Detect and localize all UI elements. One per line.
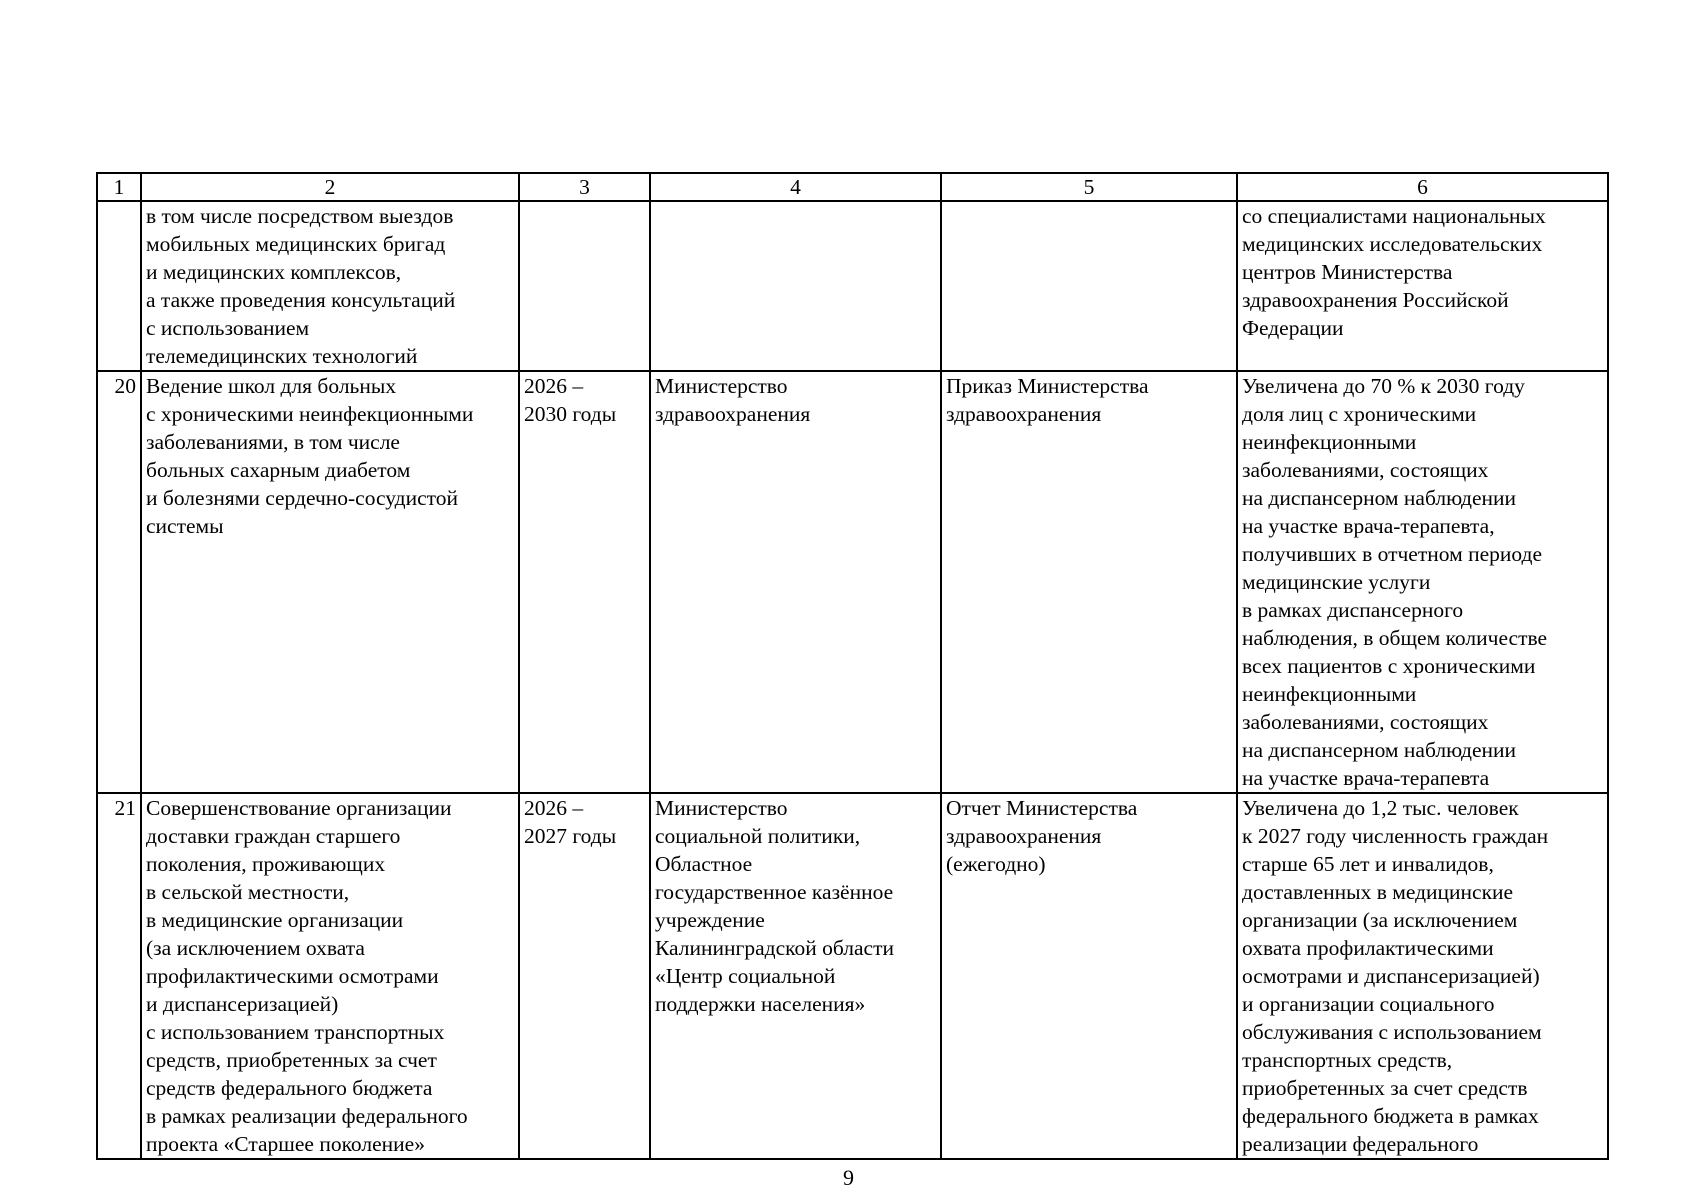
table-row (97, 793, 1608, 1159)
table-row (97, 201, 1608, 371)
column-number-3: 3 (519, 173, 650, 201)
column-number-5: 5 (941, 173, 1237, 201)
period-cell: 2026 – 2027 годы (519, 793, 650, 1159)
page-number: 9 (843, 1165, 854, 1190)
indicator-cell: со специалистами национальных медицинских исследовательских центров Министерства здравоохранения Российской Федерации (1237, 201, 1608, 371)
event-cell: Ведение школ для больных с хроническими неинфекционными заболеваниями, в том числе больных сахарным диабетом и болезнями сердечно-сосудистой системы (141, 371, 519, 793)
result-cell (941, 201, 1237, 371)
indicator-cell: Увеличена до 1,2 тыс. человек к 2027 году численность граждан старше 65 лет и инвалидов, доставленных в медицинские организации (за исключением охвата профилактическими осмотрами и диспансеризацией) и организации социального обслуживания с использованием транспортных средств, приобретенных за счет средств федерального бюджета в рамках реализации федерального (1237, 793, 1608, 1159)
event-cell: в том числе посредством выездов мобильных медицинских бригад и медицинских комплексов, а также проведения консультаций с использованием телемедицинских технологий (141, 201, 519, 371)
period-cell (519, 201, 650, 371)
responsible-cell: Министерство социальной политики, Областное государственное казённое учреждение Калининградской области «Центр социальной поддержки населения» (650, 793, 941, 1159)
result-cell: Отчет Министерства здравоохранения (ежегодно) (941, 793, 1237, 1159)
measures-table (96, 172, 1609, 1160)
column-number-1: 1 (97, 173, 141, 201)
responsible-cell (650, 201, 941, 371)
row-number: 20 (97, 371, 141, 793)
responsible-cell: Министерство здравоохранения (650, 371, 941, 793)
event-cell: Совершенствование организации доставки граждан старшего поколения, проживающих в сельской местности, в медицинские организации (за исключением охвата профилактическими осмотрами и диспансеризацией) с использованием транспортных средств, приобретенных за счет средств федерального бюджета в рамках реализации федерального проекта «Старшее поколение» (141, 793, 519, 1159)
column-number-6: 6 (1237, 173, 1608, 201)
result-cell: Приказ Министерства здравоохранения (941, 371, 1237, 793)
row-number: 21 (97, 793, 141, 1159)
column-number-row (97, 173, 1608, 201)
row-number (97, 201, 141, 371)
column-number-4: 4 (650, 173, 941, 201)
table-row (97, 371, 1608, 793)
column-number-2: 2 (141, 173, 519, 201)
indicator-cell: Увеличена до 70 % к 2030 году доля лиц с хроническими неинфекционными заболеваниями, состоящих на диспансерном наблюдении на участке врача-терапевта, получивших в отчетном периоде медицинские услуги в рамках диспансерного наблюдения, в общем количестве всех пациентов с хроническими неинфекционными заболеваниями, состоящих на диспансерном наблюдении на участке врача-терапевта (1237, 371, 1608, 793)
period-cell: 2026 – 2030 годы (519, 371, 650, 793)
